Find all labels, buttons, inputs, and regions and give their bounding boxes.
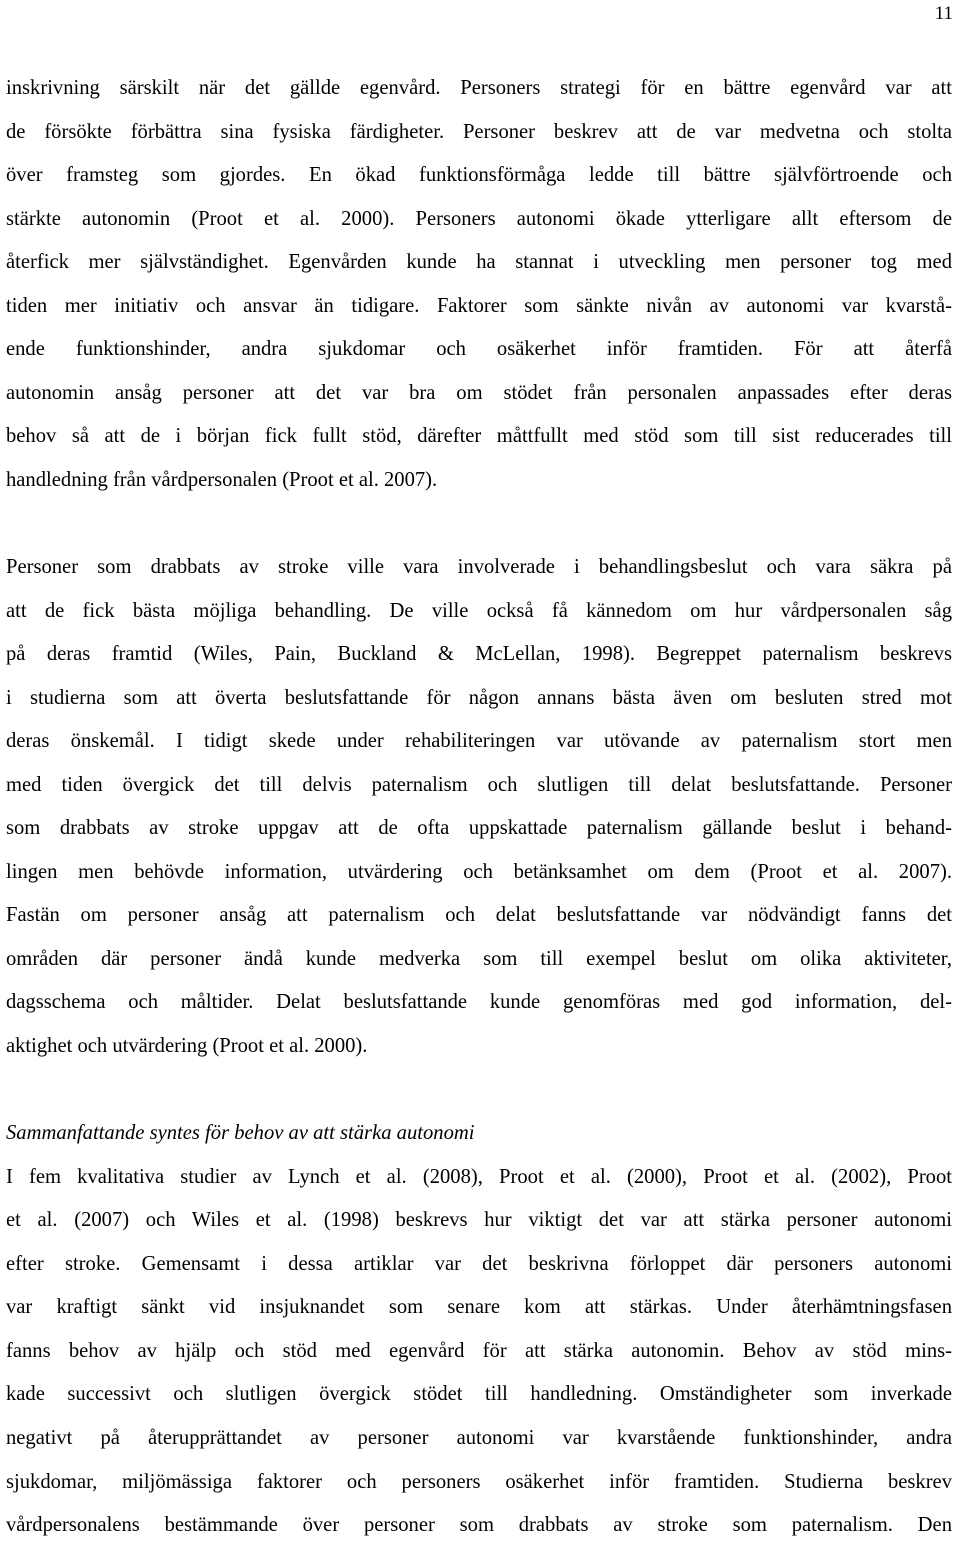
paragraph-paternalism xyxy=(6,546,952,1069)
text-line: med tiden övergick det till delvis paternalism och slutligen till delat beslutsfattande. Personer xyxy=(6,773,952,796)
text-line: fanns behov av hjälp och stöd med egenvård för att stärka autonomin. Behov av stöd mins- xyxy=(6,1339,952,1362)
text-line: de försökte förbättra sina fysiska färdigheter. Personer beskrev att de var medvetna och stolta xyxy=(6,120,952,143)
text-line: i studierna som att överta beslutsfattande för någon annans bästa även om besluten stred mot xyxy=(6,686,952,709)
text-line: över framsteg som gjordes. En ökad funktionsförmåga ledde till bättre självförtroende och xyxy=(6,164,952,187)
text-line: negativt på återupprättandet av personer autonomi var kvarstående funktionshinder, andra xyxy=(6,1426,952,1449)
page-number: 11 xyxy=(934,3,953,24)
text-line: tiden mer initiativ och ansvar än tidigare. Faktorer som sänkte nivån av autonomi var kvarstå- xyxy=(6,294,952,317)
text-line: sjukdomar, miljömässiga faktorer och personers osäkerhet inför framtiden. Studierna beskrev xyxy=(6,1470,952,1493)
text-line: på deras framtid (Wiles, Pain, Buckland & McLellan, 1998). Begreppet paternalism beskrevs xyxy=(6,643,952,666)
document-body xyxy=(6,67,952,1548)
text-line: efter stroke. Gemensamt i dessa artiklar var det beskrivna förloppet där personers autonomi xyxy=(6,1252,952,1275)
text-line: et al. (2007) och Wiles et al. (1998) beskrevs hur viktigt det var att stärka personer autonomi xyxy=(6,1209,952,1232)
text-line: deras önskemål. I tidigt skede under rehabiliteringen var utövande av paternalism stort men xyxy=(6,730,952,753)
text-line: områden där personer ändå kunde medverka som till exempel beslut om olika aktiviteter, xyxy=(6,947,952,970)
section-heading: Sammanfattande syntes för behov av att stärka autonomi xyxy=(6,1122,475,1145)
text-line: vårdpersonalens bestämmande över personer som drabbats av stroke som paternalism. Den xyxy=(6,1514,952,1537)
text-line: Personer som drabbats av stroke ville vara involverade i behandlingsbeslut och vara säkra på xyxy=(6,556,952,579)
text-line: dagsschema och måltider. Delat beslutsfattande kunde genomföras med god information, del- xyxy=(6,991,952,1014)
paragraph-spacer xyxy=(6,1069,952,1113)
text-line: Fastän om personer ansåg att paternalism och delat beslutsfattande var nödvändigt fanns det xyxy=(6,904,952,927)
text-line: ende funktionshinder, andra sjukdomar och osäkerhet inför framtiden. För att återfå xyxy=(6,338,952,361)
text-line: aktighet och utvärdering (Proot et al. 2000). xyxy=(6,1035,368,1058)
text-line: I fem kvalitativa studier av Lynch et al. (2008), Proot et al. (2000), Proot et al. (2002), Proot xyxy=(6,1165,952,1188)
paragraph-spacer xyxy=(6,502,952,546)
text-line: var kraftigt sänkt vid insjuknandet som senare kom att stärkas. Under återhämtningsfasen xyxy=(6,1296,952,1319)
text-line: återfick mer självständighet. Egenvården kunde ha stannat i utveckling men personer tog med xyxy=(6,251,952,274)
paragraph-egenvard xyxy=(6,67,952,502)
text-line: som drabbats av stroke uppgav att de ofta uppskattade paternalism gällande beslut i behand- xyxy=(6,817,952,840)
paragraph-synthesis xyxy=(6,1156,952,1548)
text-line: inskrivning särskilt när det gällde egenvård. Personers strategi för en bättre egenvård var att xyxy=(6,77,952,99)
text-line: handledning från vårdpersonalen (Proot et al. 2007). xyxy=(6,468,438,491)
text-line: autonomin ansåg personer att det var bra om stödet från personalen anpassades efter deras xyxy=(6,381,952,404)
text-line: stärkte autonomin (Proot et al. 2000). Personers autonomi ökade ytterligare allt eftersom de xyxy=(6,207,952,230)
text-line: behov så att de i början fick fullt stöd, därefter måttfullt med stöd som till sist reducerades till xyxy=(6,425,952,448)
text-line: lingen men behövde information, utvärdering och betänksamhet om dem (Proot et al. 2007). xyxy=(6,860,952,883)
text-line: att de fick bästa möjliga behandling. De ville också få kännedom om hur vårdpersonalen såg xyxy=(6,599,952,622)
text-line: kade successivt och slutligen övergick stödet till handledning. Omständigheter som inverkade xyxy=(6,1383,952,1406)
